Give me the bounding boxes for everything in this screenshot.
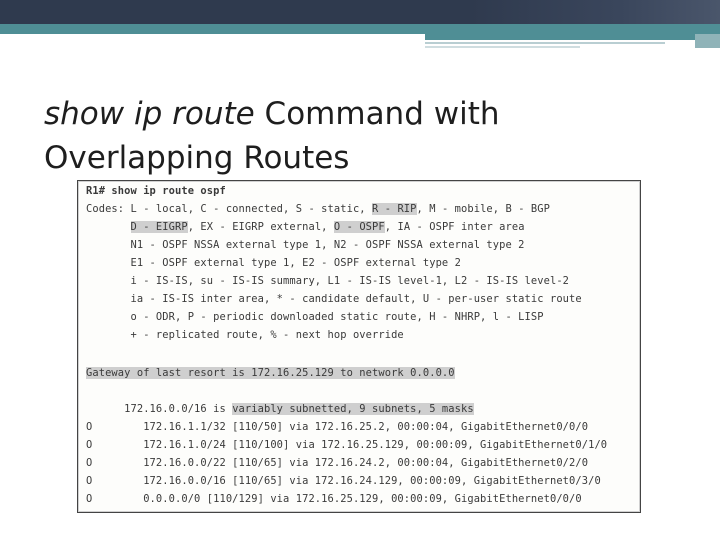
header-accent-corner: [695, 34, 720, 48]
codes-line: + - replicated route, % - next hop override: [86, 329, 404, 341]
codes-highlight: R - RIP: [372, 203, 417, 215]
route-line: O 0.0.0.0/0 [110/129] via 172.16.25.129, 00:00:09, GigabitEthernet0/0/0: [86, 493, 582, 505]
route-line: O 172.16.0.0/16 [110/65] via 172.16.24.129, 00:00:09, GigabitEthernet0/3/0: [86, 475, 601, 487]
codes-line: o - ODR, P - periodic downloaded static route, H - NHRP, l - LISP: [86, 311, 544, 323]
codes-line: E1 - OSPF external type 1, E2 - OSPF external type 2: [86, 257, 461, 269]
terminal-prompt: R1# show ip route ospf: [86, 185, 226, 197]
title-rest: Command with: [254, 96, 500, 132]
codes-highlight: O - OSPF: [333, 221, 385, 233]
gateway-highlight: Gateway of last resort is 172.16.25.129 to network 0.0.0.0: [86, 367, 455, 379]
title-line-2: Overlapping Routes: [44, 140, 350, 176]
header-accent-line: [425, 42, 665, 44]
codes-line: N1 - OSPF NSSA external type 1, N2 - OSPF NSSA external type 2: [86, 239, 525, 251]
route-line: O 172.16.1.0/24 [110/100] via 172.16.25.129, 00:00:09, GigabitEthernet0/1/0: [86, 439, 608, 451]
title-command: show ip route: [44, 96, 255, 132]
route-line: O 172.16.1.1/32 [110/50] via 172.16.25.2, 00:00:04, GigabitEthernet0/0/0: [86, 421, 589, 433]
route-line: O 172.16.0.0/22 [110/65] via 172.16.24.2, 00:00:04, GigabitEthernet0/2/0: [86, 457, 589, 469]
header-accent-bar-short: [425, 34, 720, 40]
codes-highlight: D - EIGRP: [130, 221, 188, 233]
header-accent-bar: [0, 24, 720, 34]
terminal-output: [77, 180, 641, 513]
codes-line: [86, 221, 525, 233]
slide-title: [44, 92, 664, 180]
codes-text: [86, 221, 131, 233]
codes-line: i - IS-IS, su - IS-IS summary, L1 - IS-IS level-1, L2 - IS-IS level-2: [86, 275, 570, 287]
codes-line: [86, 203, 550, 215]
subnet-line: [86, 403, 474, 415]
subnet-text: 172.16.0.0/16 is: [86, 403, 233, 415]
codes-line: ia - IS-IS inter area, * - candidate default, U - per-user static route: [86, 293, 582, 305]
codes-text: , M - mobile, B - BGP: [416, 203, 550, 215]
codes-text: Codes: L - local, C - connected, S - static,: [86, 203, 373, 215]
codes-text: , IA - OSPF inter area: [384, 221, 525, 233]
subnet-highlight: variably subnetted, 9 subnets, 5 masks: [232, 403, 474, 415]
codes-text: , EX - EIGRP external,: [187, 221, 334, 233]
header-accent-line-2: [425, 46, 580, 48]
header-bar-gradient: [470, 0, 720, 24]
gateway-line: [86, 367, 455, 379]
